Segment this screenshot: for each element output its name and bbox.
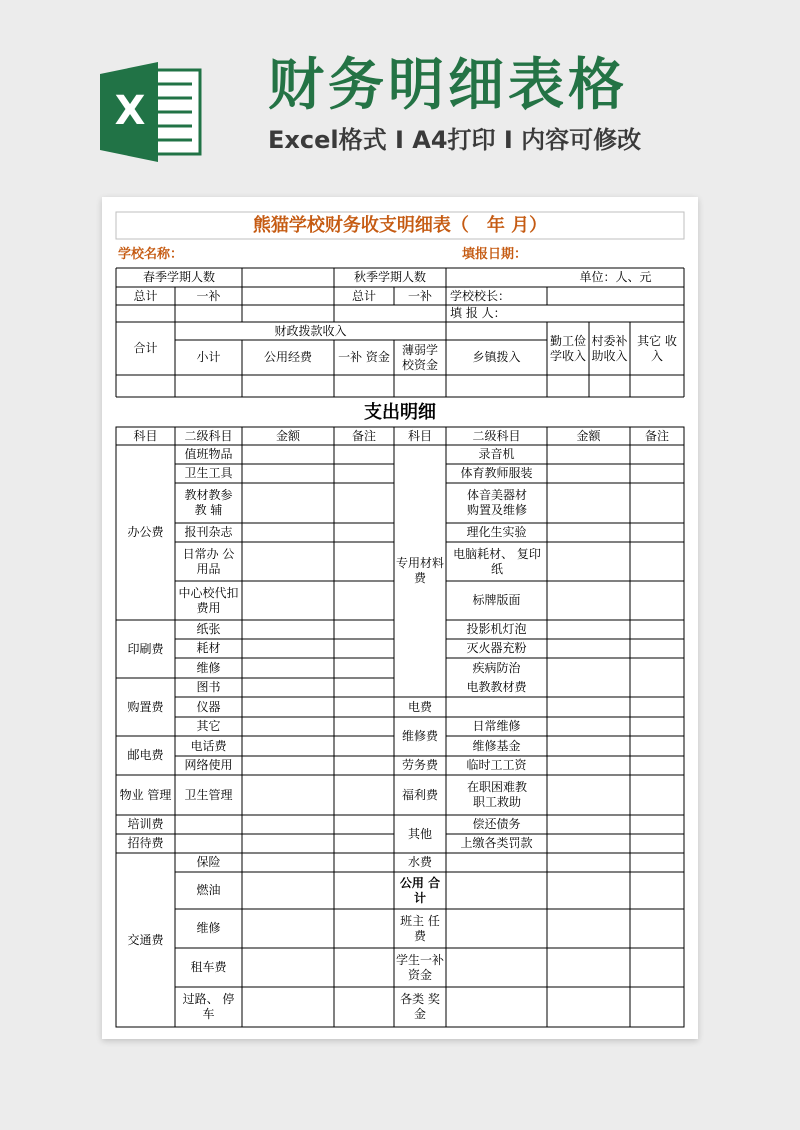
school-name-label: 学校名称： <box>118 246 184 262</box>
report-date-label: 填报日期： <box>462 246 528 262</box>
right-category: 其他 <box>407 826 432 841</box>
right-category: 维修费 <box>401 729 438 743</box>
unit-label: 单位：人、元 <box>579 270 652 284</box>
right-subcategory: 上缴各类罚款 <box>460 836 533 850</box>
right-subcategory: 偿还债务 <box>472 817 521 831</box>
township-label: 乡镇拨入 <box>472 350 521 364</box>
right-subcategory: 电脑耗材、 复印纸 <box>453 546 541 576</box>
right-category: 水费 <box>407 855 432 869</box>
col-header: 金额 <box>275 428 300 443</box>
right-subcategory: 日常维修 <box>472 719 521 733</box>
right-subcategory: 灭火器充粉 <box>466 641 527 655</box>
left-subcategory: 卫生管理 <box>184 787 233 802</box>
right-subcategory: 临时工工资 <box>466 758 527 772</box>
left-subcategory: 过路、 停车 <box>182 992 235 1021</box>
logo-letter: X <box>114 88 146 134</box>
left-category: 购置费 <box>127 699 164 714</box>
yibu-label: 一补 <box>196 288 221 303</box>
right-subcategory: 电教教材费 <box>466 680 527 694</box>
right-category: 福利费 <box>401 787 438 802</box>
left-category: 交通费 <box>127 932 164 947</box>
left-subcategory: 日常办 公用品 <box>182 546 235 576</box>
excel-logo-icon <box>100 60 202 164</box>
right-category: 电费 <box>407 699 432 714</box>
total-label-2: 总计 <box>351 288 376 303</box>
left-category: 办公费 <box>127 525 164 539</box>
left-subcategory: 其它 <box>196 719 221 733</box>
work-study-label: 勤工俭学收入 <box>549 333 586 363</box>
spreadsheet-page <box>102 197 698 1039</box>
left-subcategory: 维修 <box>196 660 221 675</box>
public-fund-label: 公用经费 <box>263 350 312 364</box>
right-category: 专用材料费 <box>396 556 444 585</box>
left-subcategory: 教材教参 教 辅 <box>184 488 233 517</box>
total-label: 总计 <box>133 288 158 303</box>
left-category: 邮电费 <box>127 748 164 762</box>
right-subcategory: 疾病防治 <box>472 660 521 675</box>
right-subcategory: 标牌版面 <box>472 593 521 607</box>
left-subcategory: 图书 <box>196 680 221 694</box>
left-subcategory: 仪器 <box>196 699 221 714</box>
right-category: 各类 奖金 <box>400 992 440 1021</box>
col-header: 二级科目 <box>472 428 521 443</box>
left-subcategory: 卫生工具 <box>184 466 233 480</box>
left-subcategory: 中心校代扣费用 <box>178 585 239 615</box>
weak-school-fund-label: 薄弱学校资金 <box>401 342 438 372</box>
left-subcategory: 网络使用 <box>184 758 233 772</box>
left-subcategory: 保险 <box>196 855 221 869</box>
right-category: 公用 合计 <box>399 875 441 905</box>
spring-count-label: 春季学期人数 <box>142 270 215 284</box>
left-subcategory: 维修 <box>196 921 221 935</box>
principal-label: 学校校长： <box>450 288 511 303</box>
right-subcategory: 投影机灯泡 <box>466 622 527 636</box>
left-subcategory: 租车费 <box>190 960 227 974</box>
left-category: 招待费 <box>127 836 164 850</box>
right-category: 劳务费 <box>401 758 438 772</box>
col-header: 科目 <box>133 428 158 443</box>
right-subcategory: 体育教师服装 <box>460 466 533 480</box>
income-sum-label: 合计 <box>133 341 158 355</box>
right-subcategory: 体音美器材购置及维修 <box>466 488 527 517</box>
yibu-fund-label: 一补 资金 <box>338 350 390 364</box>
right-subcategory: 录音机 <box>478 447 515 461</box>
left-category: 培训费 <box>127 817 164 831</box>
left-subcategory: 值班物品 <box>184 447 233 461</box>
village-subsidy-label: 村委补助收入 <box>591 333 628 363</box>
right-category: 学生一补资金 <box>396 952 444 982</box>
left-subcategory: 报刊杂志 <box>184 525 233 539</box>
reporter-label: 填 报 人： <box>450 306 506 320</box>
left-subcategory: 纸张 <box>196 622 221 636</box>
col-header: 金额 <box>576 428 601 443</box>
left-category: 物业 管理 <box>119 787 172 802</box>
right-subcategory: 理化生实验 <box>466 525 527 539</box>
left-category: 印刷费 <box>127 641 164 656</box>
right-subcategory: 在职困难教职工救助 <box>466 780 527 809</box>
expense-heading: 支出明细 <box>364 401 436 423</box>
sheet-title: 熊猫学校财务收支明细表（ 年 月） <box>252 215 548 236</box>
banner-title: 财务明细表格 <box>268 53 628 118</box>
left-subcategory: 燃油 <box>196 883 221 897</box>
col-header: 备注 <box>644 428 669 443</box>
left-subcategory: 耗材 <box>196 641 221 655</box>
finance-income-label: 财政拨款收入 <box>274 323 347 338</box>
autumn-count-label: 秋季学期人数 <box>353 270 426 284</box>
left-subcategory: 电话费 <box>190 738 227 753</box>
right-subcategory: 维修基金 <box>472 738 521 753</box>
subtotal-label: 小计 <box>196 350 221 364</box>
banner-subtitle: Excel格式 I A4打印 I 内容可修改 <box>268 126 642 154</box>
right-category: 班主 任费 <box>400 913 440 943</box>
col-header: 科目 <box>407 428 432 443</box>
col-header: 二级科目 <box>184 428 233 443</box>
other-income-label: 其它 收入 <box>637 333 677 363</box>
yibu-label-2: 一补 <box>407 288 432 303</box>
col-header: 备注 <box>351 428 376 443</box>
